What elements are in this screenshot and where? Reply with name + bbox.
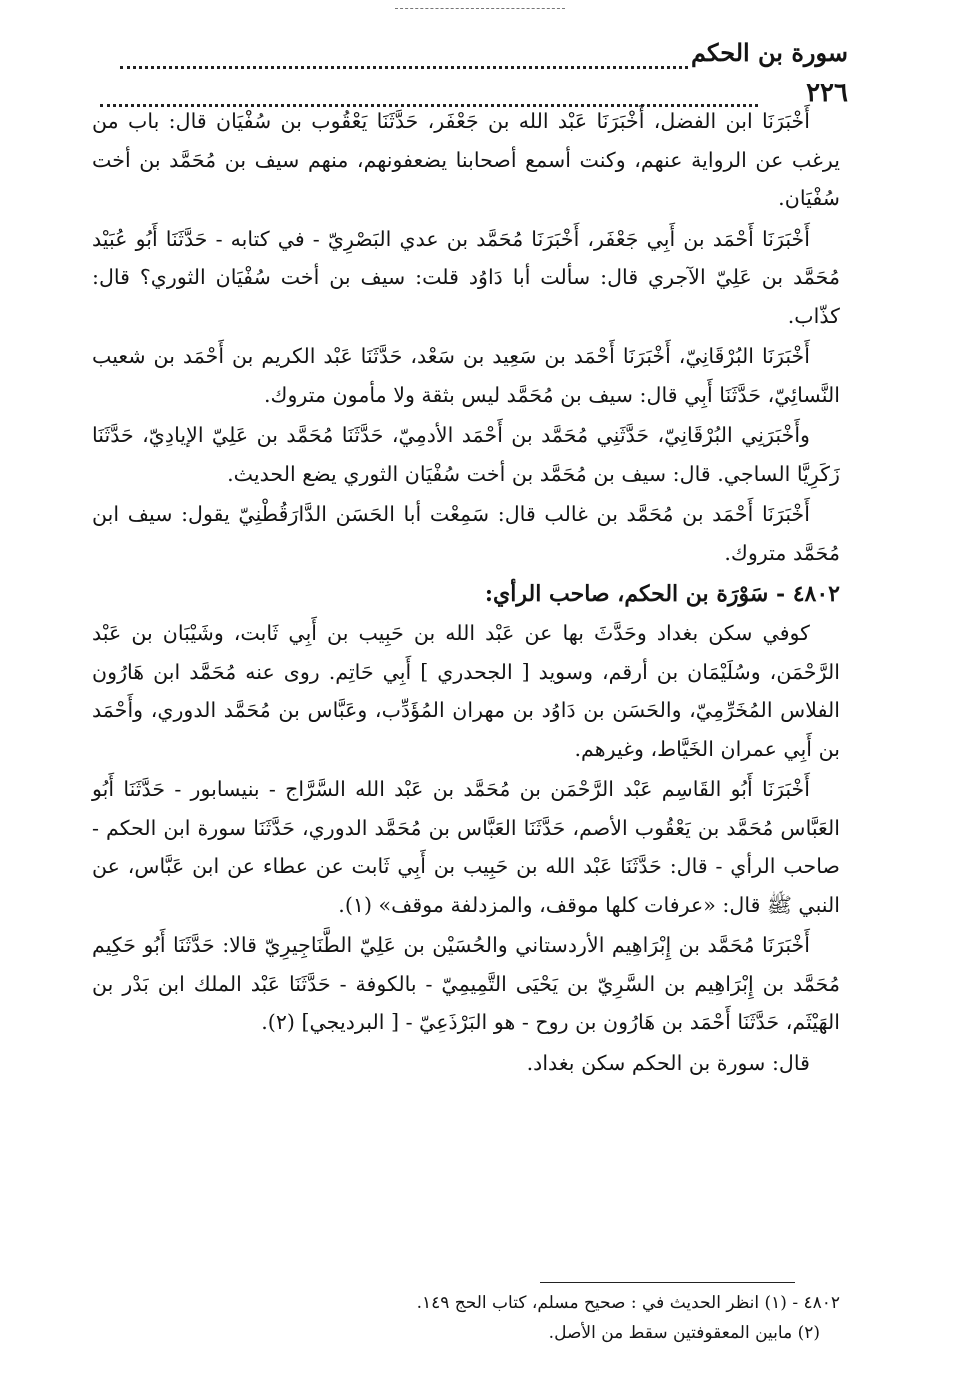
entry-paragraph: أَخْبَرَنَا مُحَمَّد بن إِبْرَاهِيم الأردستاني والحُسَيْن بن عَلِيّ الطَّنَاجِيرِيّ قالا: حَدَّثَنَا أَبُو حَكِيم مُحَمَّد بن إِبْرَاهِيم بن السَّرِيّ بن يَحْيَى التَّمِيمِيّ - بالكوفة - حَدَّثَنَا عَبْد الملك ابن بَدْر بن الهَيْثَم، حَدَّثَنَا أَحْمَد بن هَارُون بن روح - هو البَرْذَعِيّ - [ البرديجي] (٢). xyxy=(92,933,840,1034)
paragraph: أَخْبَرَنَا ابن الفضل، أَخْبَرَنَا عَبْد الله بن جَعْفَر، حَدَّثَنَا يَعْقُوب بن سُفْيَان قال: باب من يرغب عن الرواية عنهم، وكنت أسمع أصحابنا يضعفونهم، منهم سيف بن مُحَمَّد بن أخت سُفْيَان. xyxy=(92,109,840,210)
running-title: سورة بن الحكم xyxy=(690,38,848,67)
entry-paragraph: قال: سورة بن الحكم سكن بغداد. xyxy=(526,1050,810,1075)
paragraph: أَخْبَرَنَا أَحْمَد بن مُحَمَّد بن غالب قال: سَمِعْت أبا الحَسَن الدَّارَقُطْنِيّ يقول: سيف ابن مُحَمَّد متروك. xyxy=(92,502,840,565)
footnote: ٤٨٠٢ - (١) انظر الحديث في : صحيح مسلم، كتاب الحج ١٤٩. xyxy=(416,1293,840,1313)
entry-paragraph: أَخْبَرَنَا أَبُو القَاسِم عَبْد الرَّحْمَن بن مُحَمَّد بن عَبْد الله السَّرَّاج - بنيسابور - حَدَّثَنَا أَبُو العَبَّاس مُحَمَّد بن يَعْقُوب الأصم، حَدَّثَنَا العَبَّاس بن مُحَمَّد الدوري، حَدَّثَنَا سورة ابن الحكم - صاحب الرأي - قال: حَدَّثَنَا عَبْد الله بن حَبِيب بن أَبِي ثَابت عن عطاء عن ابن عَبَّاس، عن النبي ﷺ قال: «عرفات كلها موقف، والمزدلفة موقف» (١). xyxy=(92,777,840,917)
header-dotted-leader xyxy=(120,66,688,69)
footnote: (٢) مابين المعقوفتين سقط من الأصل. xyxy=(548,1323,820,1343)
footnote-separator xyxy=(540,1282,795,1283)
footnotes xyxy=(280,1288,840,1348)
body-text xyxy=(92,102,840,1082)
entry-paragraph: كوفي سكن بغداد وحَدَّثَ بها عن عَبْد الله بن حَبِيب بن أَبِي ثَابت، وشَيْبَان بن عَبْد الرَّحْمَن، وسُلَيْمَان بن أرقم، وسويد [ الجحدري ] أَبِي حَاتِم. روى عنه مُحَمَّد ابن هَارُون الفلاس المُخَرِّمِيّ، والحَسَن بن دَاوُد بن مهران المُؤَدِّب، وعَبَّاس بن مُحَمَّد الدوري، وأَحْمَد بن أَبِي عمران الخَيَّاط، وغيرهم. xyxy=(92,621,840,761)
page-number: ٢٢٦ xyxy=(806,78,848,108)
top-dashed-rule xyxy=(395,8,565,9)
paragraph: أَخْبَرَنَا أَحْمَد بن أَبِي جَعْفَر، أَخْبَرَنَا مُحَمَّد بن عدي البَصْرِيّ - في كتابه - حَدَّثَنَا أَبُو عُبَيْد مُحَمَّد بن عَلِيّ الآجري قال: سألت أبا دَاوُد قلت: سيف بن أخت سُفْيَان الثوري؟ قال: كذّاب. xyxy=(92,226,840,328)
paragraph: أَخْبَرَنَا البُرْقَانِيّ، أَخْبَرَنَا أَحْمَد بن سَعِيد بن سَعْد، حَدَّثَنَا عَبْد الكريم بن أَحْمَد بن شعيب النَّسائِيّ، حَدَّثَنَا أَبِي قال: سيف بن مُحَمَّد ليس بثقة ولا مأمون متروك. xyxy=(92,344,840,407)
entry-heading: ٤٨٠٢ - سَوْرَة بن الحكم، صاحب الرأي: xyxy=(484,581,840,607)
page-header xyxy=(100,36,848,108)
paragraph: وأَخْبَرَنِي البُرْقَانِيّ، حَدَّثَنِي مُحَمَّد بن أَحْمَد الأدمِيّ، حَدَّثَنَا مُحَمَّد بن عَلِيّ الإيادِيّ، حَدَّثَنَا زَكَرِيَّا الساجي. قال: سيف بن مُحَمَّد بن أخت سُفْيَان الثوري يضع الحديث. xyxy=(92,423,840,486)
